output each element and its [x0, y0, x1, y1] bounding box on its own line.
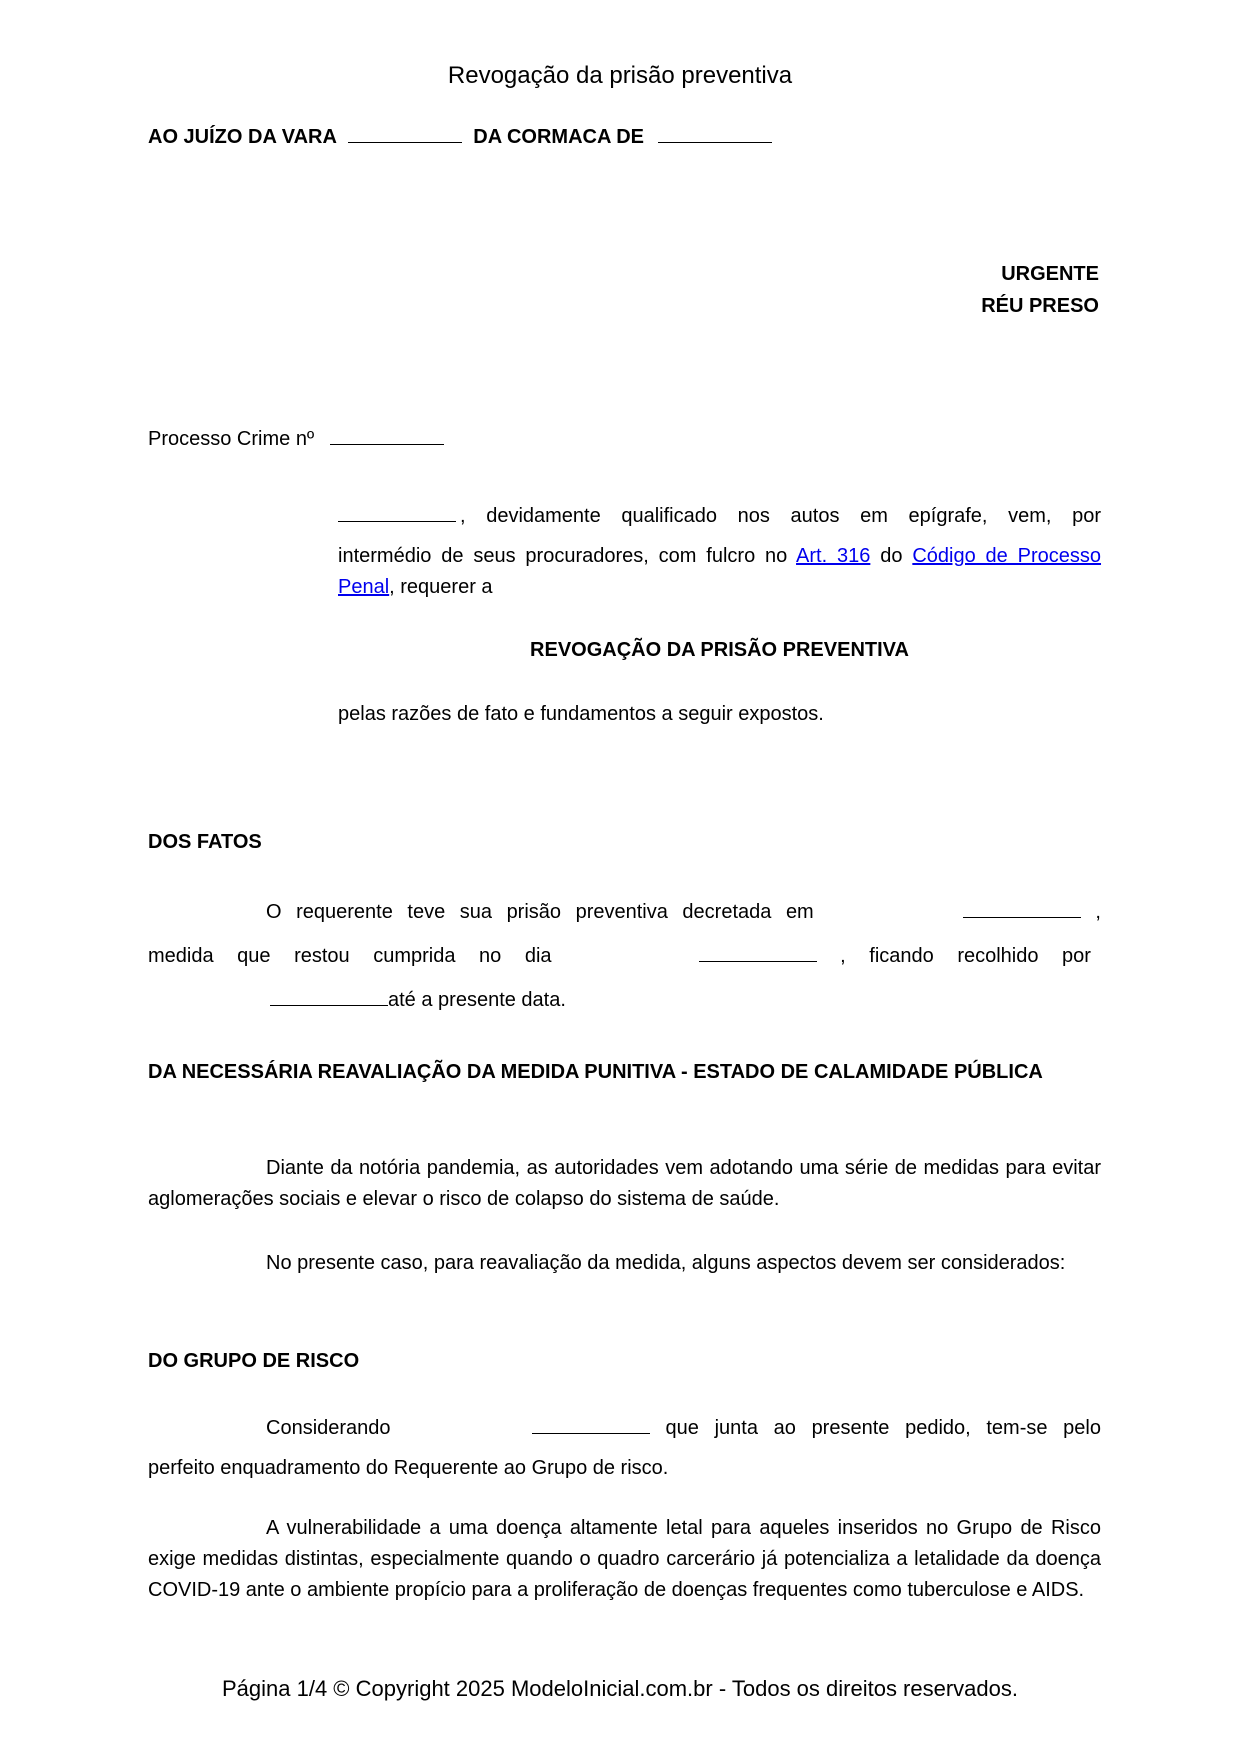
calamity-heading: DA NECESSÁRIA REAVALIAÇÃO DA MEDIDA PUNITIVA - ESTADO DE CALAMIDADE PÚBLICA: [148, 1061, 1043, 1083]
art-316-link[interactable]: Art. 316: [796, 545, 871, 567]
facts-word: sua: [459, 901, 493, 923]
request-title: REVOGAÇÃO DA PRISÃO PREVENTIVA: [530, 639, 909, 661]
facts-word: recolhido: [957, 945, 1039, 967]
risk-word: junta: [714, 1417, 758, 1439]
facts-word: dia: [524, 945, 552, 967]
facts-word: ficando: [869, 945, 934, 967]
calamity-paragraph-1: Diante da notória pandemia, as autoridades vem adotando uma série de medidas para evitar aglomerações sociais e elevar o risco de colapso do sistema de saúde.: [148, 1157, 1101, 1210]
page-footer: Página 1/4 © Copyright 2025 ModeloInicial.com.br - Todos os direitos reservados.: [222, 1676, 1018, 1701]
urgent-label: URGENTE: [1001, 263, 1099, 285]
court-vara-blank: [348, 122, 462, 143]
risk-word: tem-se: [986, 1417, 1048, 1439]
facts-line-3: [270, 985, 566, 1012]
facts-line-1: [266, 897, 1101, 924]
intro-pre: intermédio de seus procuradores, com fulcro no: [338, 545, 788, 567]
facts-word: preventiva: [575, 901, 668, 923]
risk-word: presente: [811, 1417, 890, 1439]
page-title: Revogação da prisão preventiva: [447, 62, 793, 89]
reasons-line: pelas razões de fato e fundamentos a seguir expostos.: [338, 703, 824, 725]
requerente-name-blank: [338, 501, 456, 522]
risk-group-heading: DO GRUPO DE RISCO: [148, 1350, 360, 1372]
calamity-paragraph-2: No presente caso, para reavaliação da medida, alguns aspectos devem ser considerados:: [266, 1252, 1066, 1274]
risk-word: Considerando: [266, 1417, 391, 1439]
court-address-part1: AO JUÍZO DA VARA: [148, 126, 337, 148]
intro-mid: do: [880, 545, 903, 567]
risk-line-1: [266, 1413, 1101, 1440]
risk-word: ao: [773, 1417, 796, 1439]
decree-date-blank: [963, 897, 1081, 918]
facts-end: até a presente data.: [388, 989, 566, 1011]
cpp-link[interactable]: Código de Processo Penal: [338, 545, 1102, 598]
intro-paragraph: [338, 541, 1101, 603]
facts-word: que: [237, 945, 271, 967]
detention-period-blank: [270, 985, 388, 1006]
facts-word: cumprida: [373, 945, 456, 967]
facts-word: teve: [407, 901, 446, 923]
facts-word: O: [266, 901, 282, 923]
process-number-blank: [330, 424, 444, 445]
facts-comma: ,: [1095, 901, 1101, 923]
facts-word: por: [1062, 945, 1091, 967]
facts-comma: ,: [840, 945, 846, 967]
facts-word: restou: [294, 945, 350, 967]
facts-heading: DOS FATOS: [148, 831, 262, 853]
facts-word: decretada: [682, 901, 772, 923]
facts-word: medida: [148, 945, 214, 967]
risk-line-2: perfeito enquadramento do Requerente ao Grupo de risco.: [148, 1457, 669, 1479]
facts-line-2: [148, 941, 1091, 968]
intro-post: , requerer a: [389, 576, 493, 598]
medical-report-blank: [532, 1413, 650, 1434]
facts-word: no: [479, 945, 502, 967]
process-number: [148, 424, 444, 451]
court-comarca-blank: [658, 122, 772, 143]
facts-word: requerente: [296, 901, 393, 923]
arrest-date-blank: [699, 941, 817, 962]
court-address: [148, 122, 772, 149]
facts-word: prisão: [506, 901, 562, 923]
facts-word: em: [785, 901, 814, 923]
intro-line-1: [338, 501, 1101, 528]
risk-paragraph: A vulnerabilidade a uma doença altamente letal para aqueles inseridos no Grupo de Risco exige medidas distintas, especialmente quando o quadro carcerário já potencializa a letalidade da doença COVID-19 ante o ambiente propício para a proliferação de doenças frequentes como tuberculose e AIDS.: [148, 1517, 1101, 1601]
risk-word: pedido,: [905, 1417, 971, 1439]
risk-word: pelo: [1063, 1417, 1101, 1439]
intro-text: , devidamente qualificado nos autos em epígrafe, vem, por: [460, 505, 1101, 527]
reu-preso-label: RÉU PRESO: [981, 295, 1099, 317]
court-address-part2: DA CORMACA DE: [473, 126, 645, 148]
process-label: Processo Crime nº: [148, 428, 315, 450]
risk-word: que: [665, 1417, 699, 1439]
